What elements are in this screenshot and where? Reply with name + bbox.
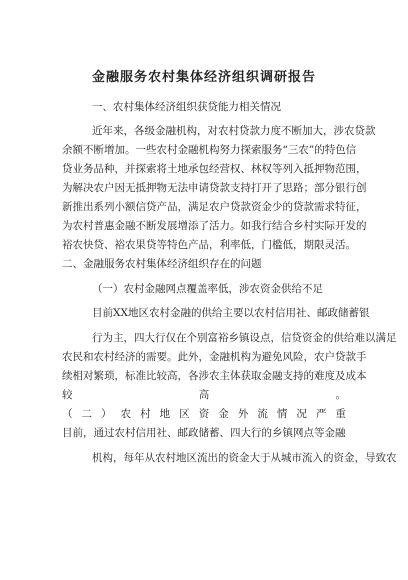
paragraph-line: 目前，通过农村信用社、邮政储蓄、四大行的乡镇网点等金融	[62, 427, 346, 439]
paragraph-line: 农民和农村经济的需要。此外，金融机构为避免风险，农户贷款手	[62, 351, 367, 363]
section-heading-2: （一）农村金融网点覆盖率低，涉农资金供给不足	[92, 283, 323, 295]
document-title: 金融服务农村集体经济组织调研报告	[91, 70, 316, 85]
paragraph-line: 续相对繁琐，标准比较高，各涉农主体获取金融支持的难度及成本	[62, 370, 367, 382]
paragraph-line: 行为主，四大行仅在个别富裕乡镇设点，信贷资金的供给难以满足	[92, 332, 397, 344]
paragraph-line: 为解决农户因无抵押物无法申请贷款支持打开了思路；部分银行创	[62, 182, 367, 194]
paragraph-line: 二、金融服务农村集体经济组织存在的问题	[62, 258, 262, 270]
paragraph-line: （二）农村地区资金外流情况严重	[62, 408, 346, 420]
paragraph-line: 余额不断增加。一些农村金融机构努力探索服务“三农”的特色信	[62, 144, 357, 156]
section-heading-1: 一、农村集体经济组织获贷能力相关情况	[92, 101, 281, 113]
paragraph-line: 裕农快贷、裕农果贷等特色产品，利率低，门槛低，期限灵活。	[62, 239, 356, 251]
paragraph-line: 为农村普惠金融不断发展增添了活力。如我行结合乡村实际开发的	[62, 220, 367, 232]
paragraph-line: 新推出系列小额信贷产品，满足农户贷款资金少的贷款需求特征，	[62, 201, 367, 213]
paragraph-line: 较高。	[62, 389, 346, 401]
subsection-heading-1: 目前XX地区农村金融的供给主要以农村信用社、邮政储蓄银	[92, 307, 370, 319]
paragraph-line: 贷业务品种，并探索将土地承包经营权、林权等列入抵押物范围，	[62, 163, 367, 175]
paragraph-line: 近年来，各级金融机构，对农村贷款力度不断加大，涉农贷款	[92, 125, 376, 137]
subsection-heading-2: 机构，每年从农村地区流出的资金大于从城市流入的资金，导致农	[92, 452, 397, 464]
